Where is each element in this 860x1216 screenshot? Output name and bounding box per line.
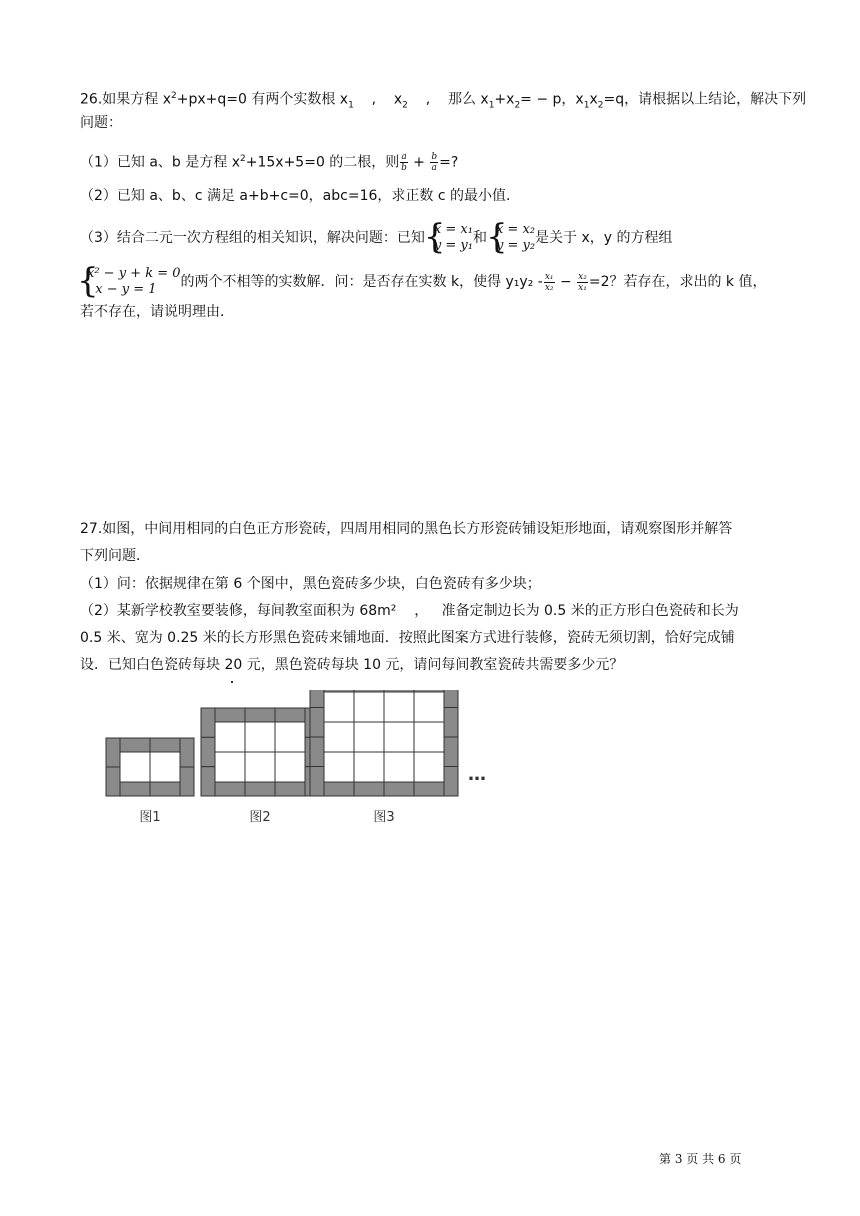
figure-label: 图1 bbox=[139, 810, 161, 825]
q27-line1: 27.如图，中间用相同的白色正方形瓷砖，四周用相同的黑色长方形瓷砖铺设矩形地面，请观察图形并解答 bbox=[80, 521, 733, 537]
black-tile bbox=[180, 767, 194, 796]
white-tile bbox=[245, 722, 275, 752]
black-tile bbox=[215, 708, 245, 722]
black-tile bbox=[106, 738, 120, 767]
black-tile bbox=[245, 708, 275, 722]
black-tile bbox=[120, 738, 150, 752]
black-tile bbox=[310, 708, 324, 738]
black-tile bbox=[120, 782, 150, 796]
q27-part1: （1）问：依据规律在第 6 个图中，黑色瓷砖多少块，白色瓷砖有多少块； bbox=[80, 576, 541, 592]
black-tile bbox=[384, 782, 414, 796]
black-tile bbox=[275, 708, 305, 722]
white-tile bbox=[414, 722, 444, 752]
q26-part3-line3: 若不存在，请说明理由． bbox=[80, 304, 234, 320]
black-tile bbox=[444, 737, 458, 767]
q26-part1: （1）已知 a、b 是方程 $x^2+15x+5=0$ 的二根，则 $\frac{a}{b}$ + $\frac{b}{a}$ =? bbox=[80, 152, 459, 174]
fraction-x2-over-x1: $\frac{\text{x₂}}{\text{x₁}}$ bbox=[578, 271, 587, 293]
black-tile bbox=[180, 738, 194, 767]
stray-dot bbox=[231, 681, 233, 683]
black-tile bbox=[150, 738, 180, 752]
black-tile bbox=[310, 737, 324, 767]
black-tile bbox=[324, 782, 354, 796]
ellipsis: … bbox=[468, 764, 486, 785]
black-tile bbox=[354, 782, 384, 796]
white-tile bbox=[384, 722, 414, 752]
black-tile bbox=[275, 782, 305, 796]
white-tile bbox=[354, 722, 384, 752]
q26-intro-line1: 26.如果方程 $x^2+px+q=0$ 有两个实数根 $x_1$ , $x_2$ , 那么 $x_1+x_2= - p$，$x_1x_2=q$，请根据以上结论，解决下列 bbox=[80, 91, 807, 111]
white-tile bbox=[275, 752, 305, 782]
system-equations: { x² − y + k = 0 x − y = 1 bbox=[77, 261, 181, 301]
system-solution-1: { x = x₁ y = y₁ bbox=[423, 217, 473, 257]
fraction-a-over-b: $\frac{a}{b}$ bbox=[401, 152, 407, 174]
white-tile bbox=[120, 752, 150, 782]
white-tile bbox=[384, 752, 414, 782]
figure-label: 图3 bbox=[373, 810, 395, 825]
white-tile bbox=[354, 692, 384, 722]
black-tile bbox=[201, 708, 215, 737]
white-tile bbox=[414, 692, 444, 722]
q26-part3-line1: （3）结合二元一次方程组的相关知识，解决问题：已知 { x = x₁ y = y₁ 和 { x = x₂ y = y₂ 是关于 x，y 的方程组 bbox=[80, 217, 673, 257]
black-tile bbox=[106, 767, 120, 796]
white-tile bbox=[324, 692, 354, 722]
black-tile bbox=[201, 767, 215, 796]
black-tile bbox=[444, 767, 458, 797]
fraction-b-over-a: $\frac{b}{a}$ bbox=[431, 152, 438, 174]
black-tile bbox=[444, 708, 458, 738]
page-footer: 第 3 页 共 6 页 bbox=[659, 1152, 742, 1166]
white-tile bbox=[324, 752, 354, 782]
white-tile bbox=[150, 752, 180, 782]
system-solution-2: { x = x₂ y = y₂ bbox=[485, 217, 536, 257]
black-tile bbox=[201, 737, 215, 766]
tile-figures bbox=[100, 690, 560, 840]
white-tile bbox=[414, 752, 444, 782]
white-tile bbox=[354, 752, 384, 782]
figure-label: 图2 bbox=[249, 810, 271, 825]
black-tile bbox=[444, 690, 458, 708]
white-tile bbox=[384, 692, 414, 722]
q27-line2: 下列问题． bbox=[80, 548, 150, 564]
black-tile bbox=[414, 782, 444, 796]
fraction-x1-over-x2: $\frac{\text{x₁}}{\text{x₂}}$ bbox=[544, 271, 554, 293]
black-tile bbox=[310, 767, 324, 797]
black-tile bbox=[245, 782, 275, 796]
white-tile bbox=[245, 752, 275, 782]
white-tile bbox=[275, 722, 305, 752]
q27-part2-line3: 设．已知白色瓷砖每块 20 元，黑色瓷砖每块 10 元，请问每间教室瓷砖共需要多少元？ bbox=[80, 657, 624, 673]
q26-part2: （2）已知 a、b、c 满足 a+b+c=0，abc=16，求正数 c 的最小值． bbox=[80, 188, 520, 204]
q26-intro-line2: 问题： bbox=[80, 115, 122, 131]
white-tile bbox=[215, 752, 245, 782]
q27-part2-line1: （2）某新学校教室要装修，每间教室面积为 68m² ， 准备定制边长为 0.5 米的正方形白色瓷砖和长为 bbox=[80, 603, 739, 619]
q27-part2-line2: 0.5 米、宽为 0.25 米的长方形黑色瓷砖来铺地面．按照此图案方式进行装修，瓷砖无须切割，恰好完成铺 bbox=[80, 630, 735, 646]
black-tile bbox=[310, 690, 324, 708]
white-tile bbox=[215, 722, 245, 752]
black-tile bbox=[215, 782, 245, 796]
black-tile bbox=[150, 782, 180, 796]
white-tile bbox=[324, 722, 354, 752]
q26-part3-line2: { x² − y + k = 0 x − y = 1 的两个不相等的实数解．问：是否存在实数 k，使得 y₁y₂ - $\frac{\text{x₁}}{\text{x₂}}$ − $\frac{\text{x₂}}{\text{x₁}}$ =2？若存在，求出的 k 值， bbox=[77, 261, 767, 301]
